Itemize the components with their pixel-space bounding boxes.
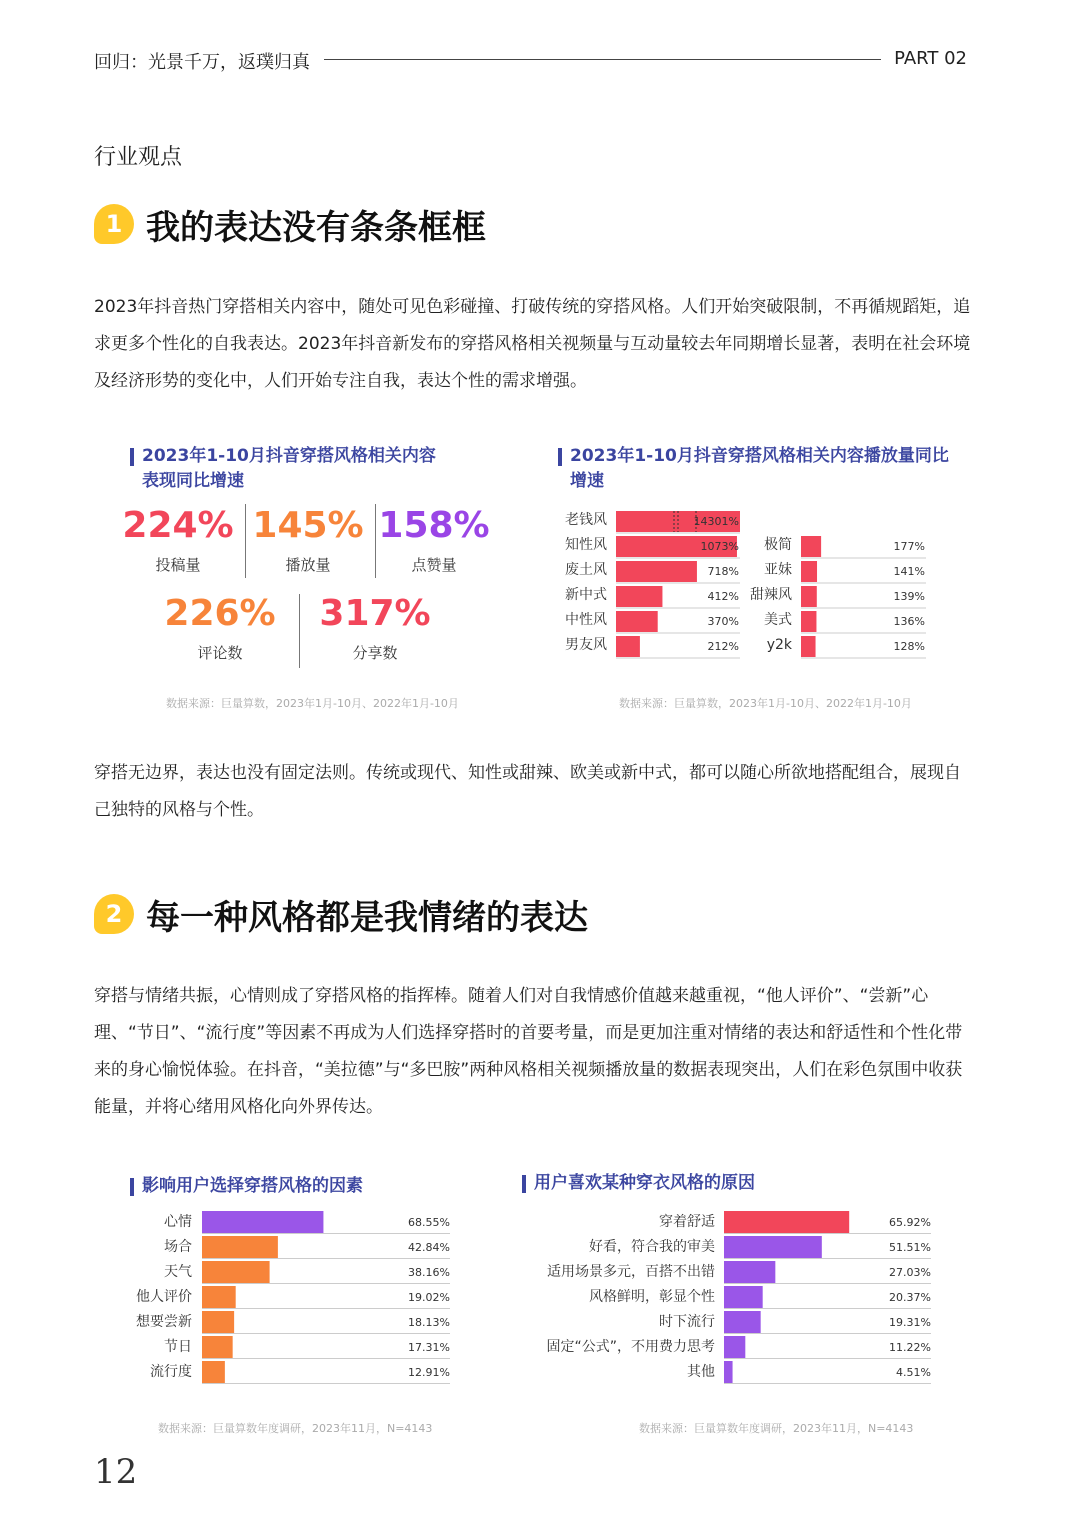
bar-category-label: 甜辣风: [750, 587, 792, 603]
bar: [202, 1286, 236, 1308]
bar-category-label: 老钱风: [565, 512, 607, 528]
bar-category-label: 节日: [164, 1339, 192, 1355]
section1-paragraph1: 2023年抖音热门穿搭相关内容中，随处可见色彩碰撞、打破传统的穿搭风格。人们开始突破限制，不再循规蹈矩，追求更多个性化的自我表达。2023年抖音新发布的穿搭风格相关视频量与互动量较去年同期增长显著，表明在社会环境及经济形势的变化中，人们开始专注自我，表达个性的需求增强。: [94, 297, 971, 391]
stats-title-line2: 表现同比增速: [142, 471, 244, 491]
bar-category-label: 男友风: [565, 637, 607, 653]
bar: [616, 561, 697, 582]
bar: [801, 536, 821, 557]
stat-plays-value: 145%: [252, 505, 364, 546]
bar-value-label: 68.55%: [408, 1216, 450, 1229]
stat-shares: [319, 592, 431, 663]
bar-value-label: 12.91%: [408, 1366, 450, 1379]
bar-value-label: 17.31%: [408, 1341, 450, 1354]
bar: [801, 636, 816, 657]
bar-value-label: 19.31%: [889, 1316, 931, 1329]
factors-chart-title: 影响用户选择穿搭风格的因素: [130, 1174, 490, 1199]
factors-chart-source: 数据来源：巨量算数年度调研，2023年11月，N=4143: [158, 1422, 433, 1435]
bar-category-label: 固定“公式”，不用费力思考: [546, 1339, 715, 1355]
stat-comments-label: 评论数: [197, 644, 243, 662]
bar: [202, 1336, 233, 1358]
stat-shares-label: 分享数: [352, 644, 398, 662]
bar-category-label: 流行度: [150, 1364, 192, 1380]
bar-value-label: 212%: [707, 640, 739, 653]
stat-comments: [164, 592, 276, 663]
stat-posts: [122, 504, 234, 575]
stat-plays: [252, 504, 364, 575]
section1-paragraph2: 穿搭无边界，表达也没有固定法则。传统或现代、知性或甜辣、欧美或新中式，都可以随心所欲地搭配组合，展现自己独特的风格与个性。: [94, 763, 961, 820]
bar-category-label: y2k: [766, 637, 792, 653]
page-number: 12: [94, 1452, 138, 1492]
bar: [801, 611, 816, 632]
bar-value-label: 51.51%: [889, 1241, 931, 1254]
section-kicker: 行业观点: [94, 145, 183, 170]
bar-category-label: 时下流行: [659, 1314, 715, 1330]
bar-value-label: 370%: [707, 615, 739, 628]
bar-category-label: 废土风: [565, 562, 607, 578]
growth-chart-title: 2023年1-10月抖音穿搭风格相关内容播放量同比增速: [558, 444, 958, 494]
bar: [724, 1286, 763, 1308]
stat-posts-value: 224%: [122, 505, 234, 546]
growth-bar-chart: [550, 505, 940, 665]
bar-value-label: 4.51%: [896, 1366, 931, 1379]
bar-value-label: 42.84%: [408, 1241, 450, 1254]
bar: [724, 1336, 745, 1358]
bar-value-label: 65.92%: [889, 1216, 931, 1229]
stats-title-line1: 2023年1-10月抖音穿搭风格相关内容: [142, 446, 436, 466]
growth-chart-source: 数据来源：巨量算数，2023年1月-10月、2022年1月-10月: [619, 697, 912, 710]
bar: [616, 586, 662, 607]
bar-category-label: 场合: [164, 1239, 192, 1255]
stat-divider: [375, 504, 376, 578]
bar: [801, 561, 817, 582]
bar-category-label: 适用场景多元，百搭不出错: [547, 1264, 715, 1280]
reasons-bar-chart: [490, 1208, 940, 1388]
section1-title: 我的表达没有条条框框: [146, 208, 486, 248]
bar-category-label: 想要尝新: [136, 1314, 192, 1330]
reasons-chart-title: 用户喜欢某种穿衣风格的原因: [522, 1171, 922, 1196]
bar-value-label: 128%: [893, 640, 925, 653]
bar-value-label: 11.22%: [889, 1341, 931, 1354]
bar-category-label: 他人评价: [136, 1289, 192, 1305]
bar: [724, 1311, 761, 1333]
stats-title: [130, 444, 490, 494]
bar-category-label: 美式: [764, 612, 792, 628]
reasons-chart-source: 数据来源：巨量算数年度调研，2023年11月，N=4143: [639, 1422, 914, 1435]
header-title: 回归：光景千万，返璞归真: [94, 48, 320, 74]
stat-divider: [245, 504, 246, 578]
stat-posts-label: 投稿量: [155, 556, 201, 574]
bar-value-label: 38.16%: [408, 1266, 450, 1279]
bar: [801, 586, 817, 607]
bar: [202, 1361, 225, 1383]
page-header: [94, 46, 967, 74]
bar: [724, 1211, 849, 1233]
bar-category-label: 知性风: [565, 537, 607, 553]
stat-shares-value: 317%: [319, 593, 431, 634]
bar-value-label: 20.37%: [889, 1291, 931, 1304]
bar-category-label: 极简: [764, 537, 792, 553]
bar-value-label: 19.02%: [408, 1291, 450, 1304]
bar: [616, 611, 658, 632]
bar-category-label: 天气: [164, 1264, 192, 1280]
section2-number-badge: 2: [94, 894, 134, 934]
bar: [202, 1261, 270, 1283]
bar-value-label: 412%: [707, 590, 739, 603]
section2-title: 每一种风格都是我情绪的表达: [146, 898, 588, 938]
bar-value-label: 139%: [893, 590, 925, 603]
stat-divider: [299, 594, 300, 668]
section2-paragraph: 穿搭与情绪共振，心情则成了穿搭风格的指挥棒。随着人们对自我情感价值越来越重视，“他人评价”、“尝新”心理、“节日”、“流行度”等因素不再成为人们选择穿搭时的首要考量，而是更加注重对情绪的表达和舒适性和个性化带来的身心愉悦体验。在抖音，“美拉德”与“多巴胺”两种风格相关视频播放量的数据表现突出，人们在彩色氛围中收获能量，并将心绪用风格化向外界传达。: [94, 986, 963, 1117]
bar-category-label: 其他: [687, 1364, 715, 1380]
bar-value-label: 177%: [893, 540, 925, 553]
bar: [724, 1236, 822, 1258]
stat-likes: [378, 504, 490, 575]
bar-value-label: 14301%: [693, 515, 739, 528]
bar-category-label: 心情: [164, 1214, 192, 1230]
bar-category-label: 风格鲜明，彰显个性: [589, 1289, 715, 1305]
factors-bar-chart: [100, 1208, 460, 1388]
stat-likes-label: 点赞量: [411, 556, 457, 574]
header-rule: [324, 59, 881, 60]
bar: [724, 1361, 733, 1383]
bar: [616, 636, 640, 657]
stat-likes-value: 158%: [378, 505, 490, 546]
section1-number-badge: 1: [94, 204, 134, 244]
stat-plays-label: 播放量: [285, 556, 331, 574]
bar-value-label: 141%: [893, 565, 925, 578]
stats-source: 数据来源：巨量算数，2023年1月-10月、2022年1月-10月: [166, 697, 459, 710]
bar-category-label: 好看，符合我的审美: [589, 1239, 715, 1255]
stat-comments-value: 226%: [164, 593, 276, 634]
bar-category-label: 新中式: [565, 587, 607, 603]
bar-value-label: 1073%: [700, 540, 739, 553]
bar-value-label: 136%: [893, 615, 925, 628]
bar-category-label: 中性风: [565, 612, 607, 628]
header-part: PART 02: [894, 48, 967, 69]
bar-category-label: 亚妹: [764, 562, 792, 578]
bar-value-label: 18.13%: [408, 1316, 450, 1329]
bar: [202, 1211, 323, 1233]
bar: [202, 1236, 278, 1258]
bar-category-label: 穿着舒适: [659, 1214, 715, 1230]
bar: [724, 1261, 775, 1283]
bar-value-label: 718%: [707, 565, 739, 578]
bar-value-label: 27.03%: [889, 1266, 931, 1279]
bar: [202, 1311, 234, 1333]
